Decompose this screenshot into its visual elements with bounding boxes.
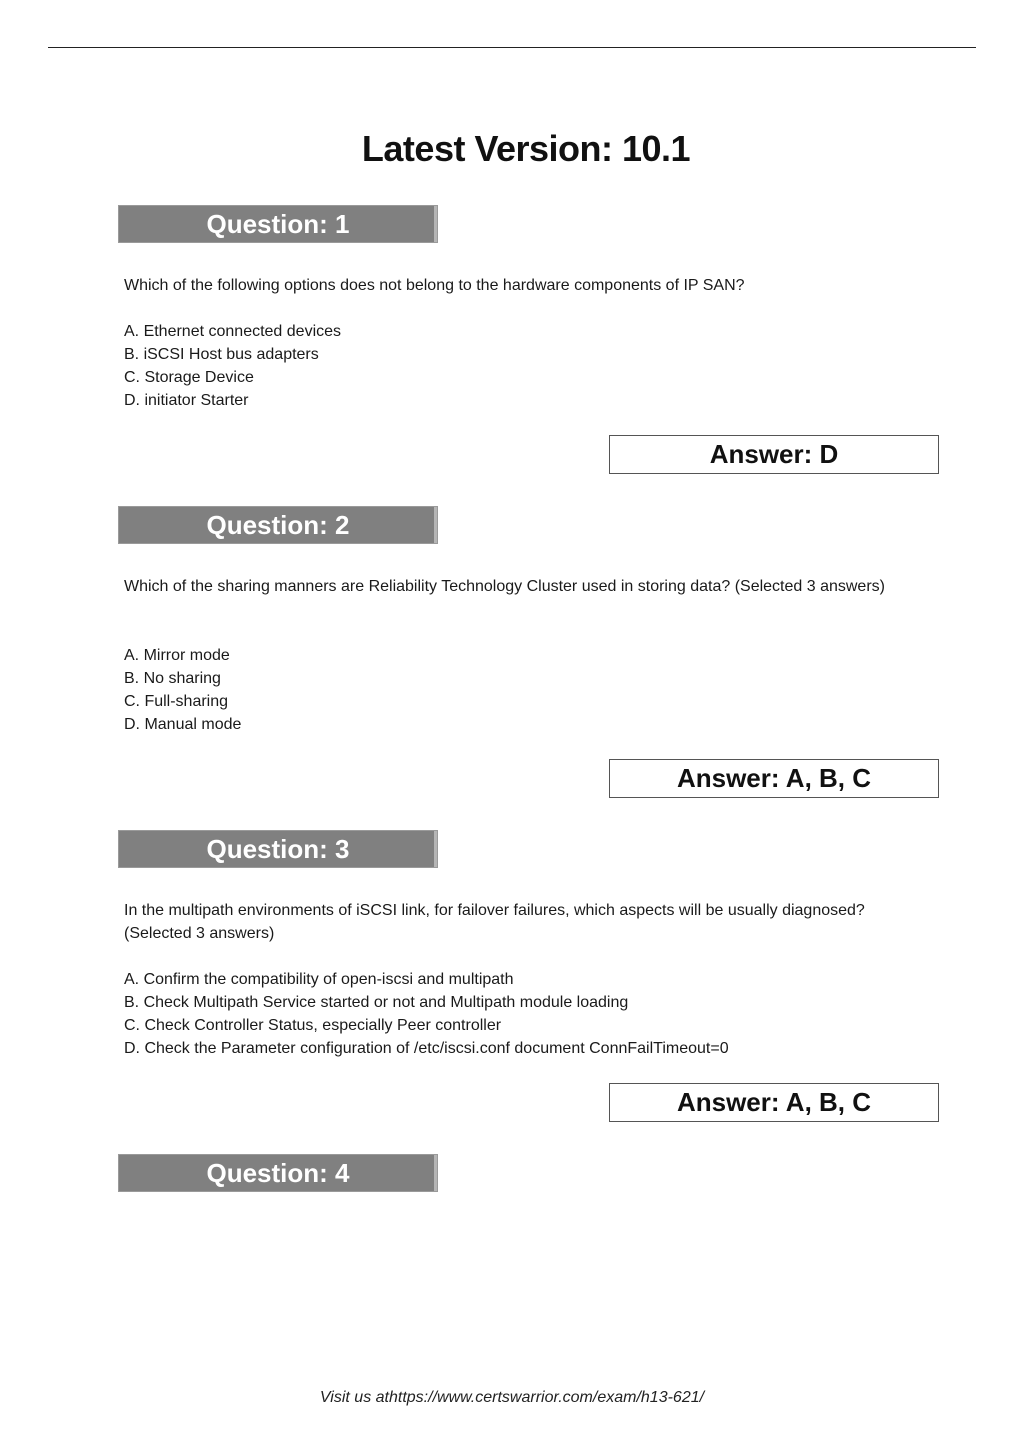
option-c: C. Check Controller Status, especially Peer controller: [124, 1017, 502, 1034]
options-list-1: [124, 320, 341, 412]
question-header-4: Question: 4: [118, 1154, 438, 1192]
options-list-3: [124, 968, 729, 1060]
option-a: A. Mirror mode: [124, 647, 230, 664]
option-b: B. Check Multipath Service started or not and Multipath module loading: [124, 994, 629, 1011]
page-title: Latest Version: 10.1: [361, 128, 691, 169]
answer-box-3: Answer: A, B, C: [609, 1083, 939, 1122]
top-divider: [48, 47, 976, 48]
question-header-1: Question: 1: [118, 205, 438, 243]
answer-box-2: Answer: A, B, C: [609, 759, 939, 798]
answer-box-1: Answer: D: [609, 435, 939, 474]
options-list-2: [124, 644, 241, 736]
option-c: C. Full-sharing: [124, 693, 229, 710]
option-d: D. Check the Parameter configuration of /etc/iscsi.conf document ConnFailTimeout=0: [124, 1040, 729, 1057]
option-a: A. Confirm the compatibility of open-iscsi and multipath: [124, 971, 514, 988]
question-text-3: In the multipath environments of iSCSI link, for failover failures, which aspects will be usually diagnosed? (Selected 3 answers): [124, 902, 865, 942]
question-header-2: Question: 2: [118, 506, 438, 544]
question-text-1: Which of the following options does not belong to the hardware components of IP SAN?: [124, 277, 745, 294]
option-b: B. iSCSI Host bus adapters: [124, 346, 319, 363]
option-d: D. initiator Starter: [124, 392, 249, 409]
footer-link-text: Visit us athttps://www.certswarrior.com/exam/h13-621/: [319, 1389, 705, 1406]
question-header-3: Question: 3: [118, 830, 438, 868]
option-b: B. No sharing: [124, 670, 221, 687]
option-d: D. Manual mode: [124, 716, 242, 733]
option-a: A. Ethernet connected devices: [124, 323, 342, 340]
option-c: C. Storage Device: [124, 369, 254, 386]
question-text-2: Which of the sharing manners are Reliability Technology Cluster used in storing data? (Selected 3 answers): [124, 578, 885, 595]
